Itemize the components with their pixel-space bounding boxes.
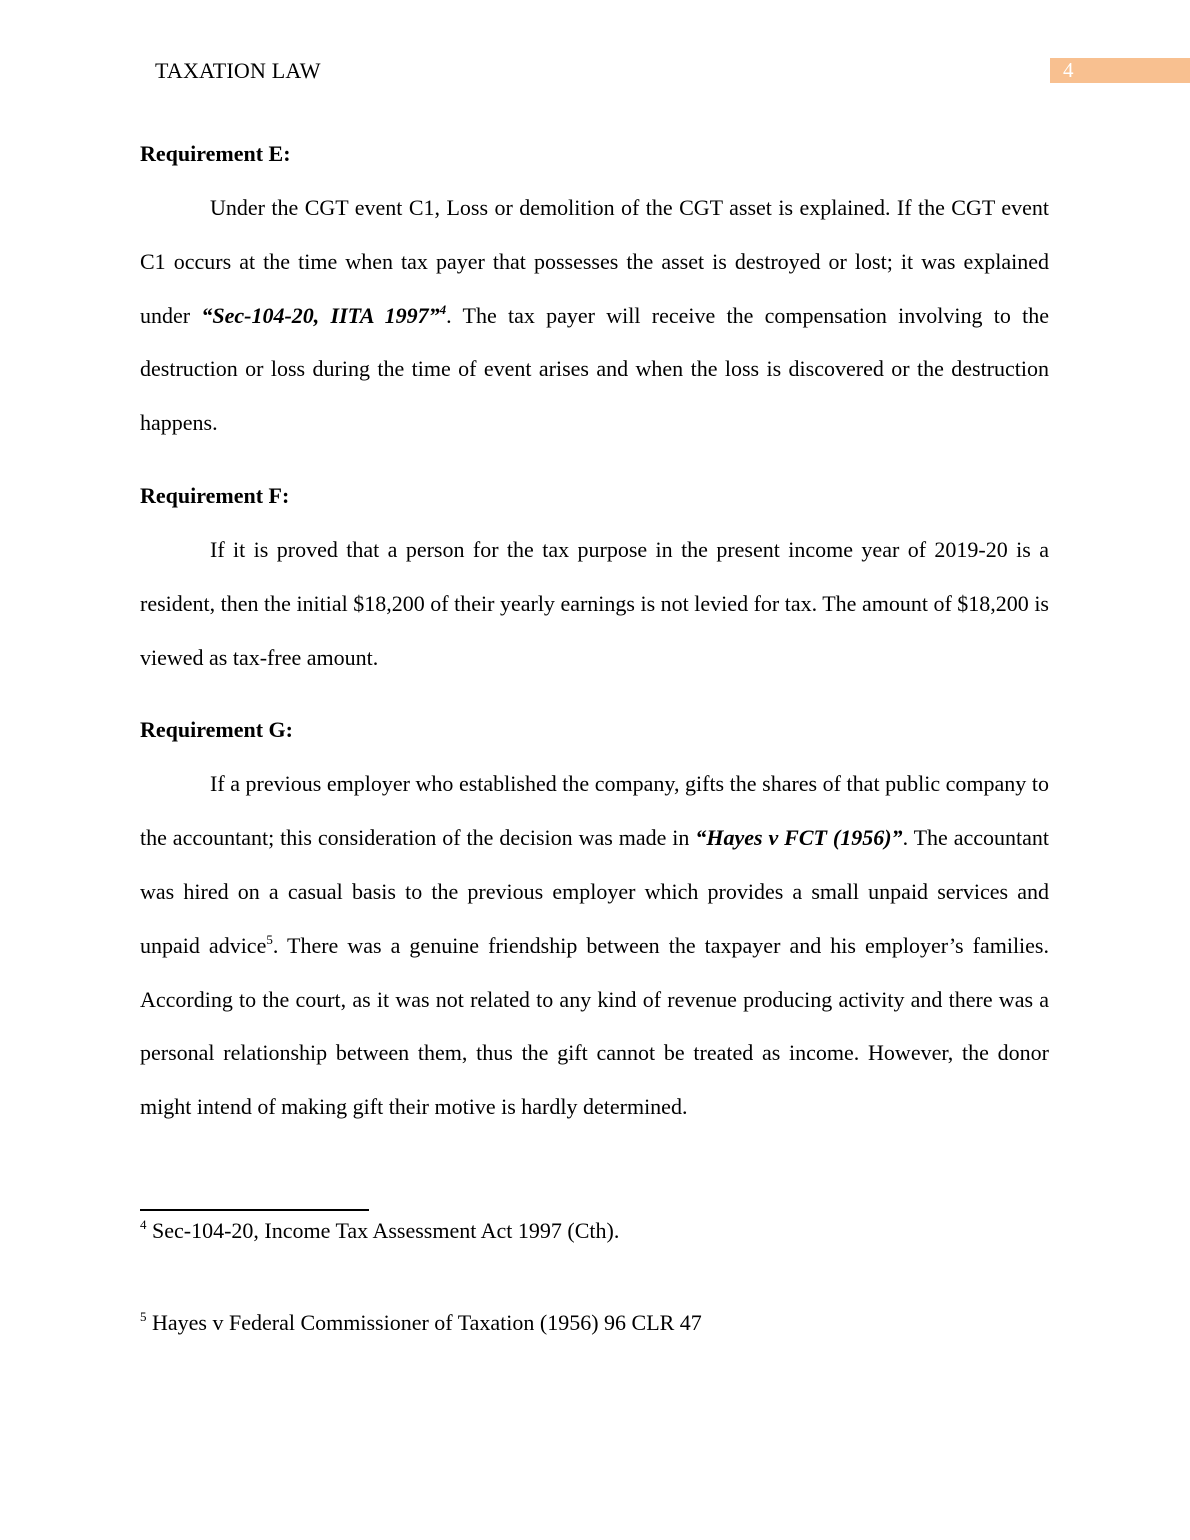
footnote-separator: [140, 1209, 369, 1211]
footnote-4: [140, 1217, 619, 1245]
document-body: [140, 127, 1049, 1134]
footnote-4-text: Sec-104-20, Income Tax Assessment Act 1997 (Cth).: [152, 1218, 620, 1243]
requirement-f-paragraph: If it is proved that a person for the tax purpose in the present income year of 2019-20 is a resident, then the initial $18,200 of their yearly earnings is not levied for tax. The amount of $18,200 is viewed as tax-free amount.: [140, 536, 1049, 670]
running-header-title: TAXATION LAW: [155, 58, 321, 83]
footnote-ref-5: 5: [266, 931, 273, 947]
footnote-4-number: 4: [140, 1217, 147, 1232]
footnote-5: [140, 1309, 702, 1337]
requirement-e-heading: Requirement E:: [140, 141, 291, 166]
requirement-e-paragraph: [140, 181, 1049, 450]
footnote-ref-4: 4: [439, 301, 447, 317]
footnote-5-text: Hayes v Federal Commissioner of Taxation (1956) 96 CLR 47: [152, 1310, 702, 1335]
requirement-g-text-3: . There was a genuine friendship between the taxpayer and his employer’s families. According to the court, as it was not related to any kind of revenue producing activity and there was a personal relationship between them, thus the gift cannot be treated as income. However, the donor might intend of making gift their motive is hardly determined.: [140, 932, 1049, 1120]
page-number: 4: [1063, 58, 1074, 82]
footnote-5-number: 5: [140, 1309, 147, 1324]
requirement-g-heading: Requirement G:: [140, 717, 293, 743]
requirement-f-heading: Requirement F:: [140, 482, 290, 508]
requirement-g-citation: “Hayes v FCT (1956)”: [695, 825, 903, 851]
requirement-g-text-2: . The accountant was hired on a casual basis to the previous employer which provides a small unpaid services and unpaid advice: [140, 825, 1050, 958]
requirement-g-text-1: If a previous employer who established the company, gifts the shares of that public company to the accountant; this consideration of the decision was made in: [140, 771, 1049, 851]
requirement-e-text-2: . The tax payer will receive the compensation involving to the destruction or loss during the time of event arises and when the loss is discovered or the destruction happens.: [140, 302, 1050, 436]
requirement-g-paragraph: [140, 757, 1049, 1134]
requirement-e-citation: “Sec-104-20, IITA 1997”: [201, 302, 440, 328]
requirement-e-text-1: Under the CGT event C1, Loss or demolition of the CGT asset is explained. If the CGT event C1 occurs at the time when tax payer that possesses the asset is destroyed or lost; it was explained under: [140, 195, 1049, 328]
